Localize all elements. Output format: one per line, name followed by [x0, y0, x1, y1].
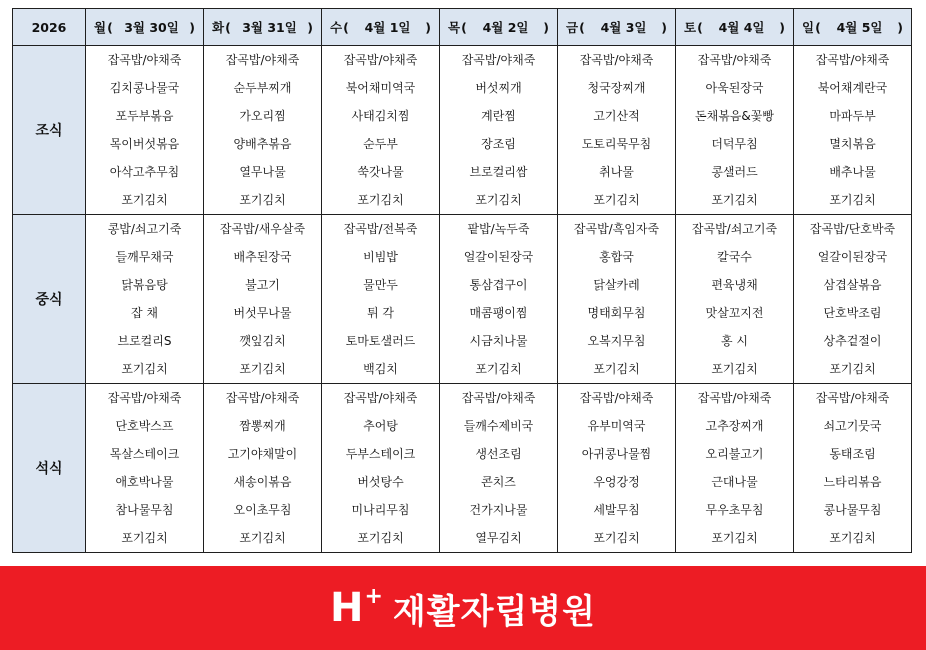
menu-item: 브로컬리쌈	[469, 165, 528, 179]
day-header-mon: 월( 3월 30일 )	[86, 9, 204, 46]
menu-item: 상추겉절이	[823, 334, 882, 348]
menu-item: 우엉강정	[593, 475, 640, 489]
menu-item: 도토리묵무침	[581, 137, 652, 151]
menu-item: 잡곡밥/야채죽	[579, 53, 654, 67]
menu-cell	[794, 46, 912, 215]
meal-label: 중식	[13, 215, 86, 384]
menu-cell	[558, 384, 676, 553]
menu-item: 목이버섯볶음	[109, 137, 180, 151]
menu-item: 포기김치	[239, 362, 286, 376]
menu-item: 쑥갓나물	[357, 165, 404, 179]
menu-item: 아삭고추무침	[109, 165, 180, 179]
menu-cell	[440, 384, 558, 553]
menu-item: 청국장찌개	[587, 81, 646, 95]
menu-item: 잡곡밥/새우살죽	[219, 222, 306, 236]
hospital-logo	[0, 566, 926, 650]
menu-item: 잡곡밥/야채죽	[461, 391, 536, 405]
menu-item: 포기김치	[711, 362, 758, 376]
menu-item: 느타리볶음	[823, 475, 882, 489]
menu-item: 배추된장국	[233, 250, 292, 264]
menu-item: 통삼겹구이	[469, 278, 528, 292]
menu-item: 배추나물	[829, 165, 876, 179]
menu-item: 아귀콩나물찜	[581, 447, 652, 461]
menu-cell	[204, 384, 322, 553]
menu-item: 잡곡밥/야채죽	[107, 391, 182, 405]
menu-item: 팥밥/녹두죽	[467, 222, 530, 236]
menu-list	[558, 384, 675, 552]
menu-item: 튀 각	[367, 306, 394, 320]
menu-item: 잡곡밥/야채죽	[697, 391, 772, 405]
menu-item: 닭볶음탕	[121, 278, 168, 292]
menu-item: 세발무침	[593, 503, 640, 517]
menu-item: 잡 채	[131, 306, 158, 320]
menu-item: 더덕무침	[711, 137, 758, 151]
menu-item: 잡곡밥/전복죽	[343, 222, 418, 236]
menu-list	[794, 46, 911, 214]
menu-cell	[86, 384, 204, 553]
menu-list	[86, 384, 203, 552]
menu-list	[676, 215, 793, 383]
menu-item: 포기김치	[239, 531, 286, 545]
menu-cell	[558, 215, 676, 384]
menu-item: 잡곡밥/야채죽	[107, 53, 182, 67]
menu-item: 백김치	[363, 362, 398, 376]
menu-item: 잡곡밥/야채죽	[461, 53, 536, 67]
menu-cell	[204, 46, 322, 215]
menu-item: 들깨무채국	[115, 250, 174, 264]
menu-list	[558, 46, 675, 214]
menu-item: 맛살꼬지전	[705, 306, 764, 320]
menu-item: 오이초무침	[233, 503, 292, 517]
menu-cell	[322, 46, 440, 215]
menu-item: 사태김치찜	[351, 109, 410, 123]
meal-row	[13, 46, 912, 215]
menu-item: 북어채계란국	[817, 81, 888, 95]
menu-item: 김치콩나물국	[109, 81, 180, 95]
menu-item: 계란찜	[481, 109, 516, 123]
menu-list	[558, 215, 675, 383]
menu-item: 삼겹살볶음	[823, 278, 882, 292]
menu-item: 추어탕	[363, 419, 398, 433]
menu-item: 건가지나물	[469, 503, 528, 517]
menu-item: 잡곡밥/야채죽	[343, 53, 418, 67]
menu-item: 잡곡밥/단호박죽	[809, 222, 896, 236]
menu-item: 열무나물	[239, 165, 286, 179]
menu-item: 들깨수제비국	[463, 419, 534, 433]
h-plus-icon: H +	[330, 584, 383, 631]
menu-cell	[794, 384, 912, 553]
menu-item: 참나물무침	[115, 503, 174, 517]
menu-list	[204, 384, 321, 552]
weekly-menu-table	[12, 8, 912, 553]
menu-item: 잡곡밥/야채죽	[225, 53, 300, 67]
menu-item: 근대나물	[711, 475, 758, 489]
menu-item: 양배추볶음	[233, 137, 292, 151]
menu-item: 버섯찌개	[475, 81, 522, 95]
menu-list	[676, 384, 793, 552]
menu-list	[86, 215, 203, 383]
menu-item: 잡곡밥/쇠고기죽	[691, 222, 778, 236]
day-header-fri: 금( 4월 3일 )	[558, 9, 676, 46]
year-cell: 2026	[13, 9, 86, 46]
menu-item: 잡곡밥/야채죽	[697, 53, 772, 67]
menu-item: 고추장찌개	[705, 419, 764, 433]
menu-item: 취나물	[599, 165, 634, 179]
menu-item: 얼갈이된장국	[817, 250, 888, 264]
menu-list	[440, 215, 557, 383]
menu-list	[204, 46, 321, 214]
meal-row	[13, 215, 912, 384]
menu-item: 열무김치	[475, 531, 522, 545]
menu-item: 브로컬리S	[117, 334, 172, 348]
menu-item: 애호박나물	[115, 475, 174, 489]
menu-item: 잡곡밥/야채죽	[343, 391, 418, 405]
menu-cell	[86, 215, 204, 384]
menu-cell	[440, 46, 558, 215]
header-row	[13, 9, 912, 46]
menu-item: 깻잎김치	[239, 334, 286, 348]
menu-item: 포기김치	[121, 362, 168, 376]
menu-item: 포기김치	[593, 531, 640, 545]
menu-item: 단호박조림	[823, 306, 882, 320]
menu-item: 홍 시	[721, 334, 748, 348]
meal-label: 조식	[13, 46, 86, 215]
menu-list	[322, 215, 439, 383]
menu-item: 포기김치	[475, 362, 522, 376]
menu-item: 콩나물무침	[823, 503, 882, 517]
menu-item: 포기김치	[239, 193, 286, 207]
menu-cell	[204, 215, 322, 384]
menu-item: 장조림	[481, 137, 516, 151]
menu-item: 포기김치	[711, 531, 758, 545]
menu-item: 칼국수	[717, 250, 752, 264]
menu-list	[204, 215, 321, 383]
menu-item: 콩밥/쇠고기죽	[107, 222, 182, 236]
day-header-sun: 일( 4월 5일 )	[794, 9, 912, 46]
menu-item: 동태조림	[829, 447, 876, 461]
meal-label: 석식	[13, 384, 86, 553]
menu-item: 북어채미역국	[345, 81, 416, 95]
menu-item: 잡곡밥/야채죽	[225, 391, 300, 405]
menu-item: 마파두부	[829, 109, 876, 123]
menu-cell	[440, 215, 558, 384]
menu-item: 닭살카레	[593, 278, 640, 292]
menu-list	[440, 46, 557, 214]
menu-item: 포기김치	[829, 531, 876, 545]
menu-item: 포기김치	[593, 193, 640, 207]
hospital-name: 재활자립병원	[392, 591, 596, 632]
menu-item: 고기야채말이	[227, 447, 298, 461]
day-header-thu: 목( 4월 2일 )	[440, 9, 558, 46]
menu-item: 돈채볶음&꽃빵	[695, 109, 774, 123]
menu-item: 생선조림	[475, 447, 522, 461]
menu-item: 포기김치	[829, 362, 876, 376]
menu-item: 무우초무침	[705, 503, 764, 517]
menu-item: 비빔밥	[363, 250, 398, 264]
menu-item: 토마토샐러드	[345, 334, 416, 348]
menu-item: 목살스테이크	[109, 447, 180, 461]
menu-item: 유부미역국	[587, 419, 646, 433]
menu-cell	[558, 46, 676, 215]
menu-list	[322, 46, 439, 214]
day-header-sat: 토( 4월 4일 )	[676, 9, 794, 46]
menu-item: 짬뽕찌개	[239, 419, 286, 433]
menu-item: 멸치볶음	[829, 137, 876, 151]
menu-item: 순두부	[363, 137, 398, 151]
menu-item: 불고기	[245, 278, 280, 292]
menu-item: 순두부찌개	[233, 81, 292, 95]
menu-item: 미나리무침	[351, 503, 410, 517]
menu-list	[676, 46, 793, 214]
menu-item: 고기산적	[593, 109, 640, 123]
menu-cell	[86, 46, 204, 215]
menu-list	[794, 215, 911, 383]
menu-cell	[322, 384, 440, 553]
menu-item: 잡곡밥/야채죽	[579, 391, 654, 405]
menu-item: 편육냉채	[711, 278, 758, 292]
menu-item: 포기김치	[357, 193, 404, 207]
menu-item: 매콤팽이찜	[469, 306, 528, 320]
menu-item: 명태회무침	[587, 306, 646, 320]
menu-item: 포기김치	[475, 193, 522, 207]
menu-item: 아욱된장국	[705, 81, 764, 95]
menu-item: 쇠고기뭇국	[823, 419, 882, 433]
day-header-wed: 수( 4월 1일 )	[322, 9, 440, 46]
menu-item: 물만두	[363, 278, 398, 292]
menu-list	[794, 384, 911, 552]
menu-item: 새송이볶음	[233, 475, 292, 489]
menu-cell	[322, 215, 440, 384]
menu-item: 시금치나물	[469, 334, 528, 348]
menu-item: 포기김치	[593, 362, 640, 376]
menu-item: 버섯무나물	[233, 306, 292, 320]
menu-item: 콘치즈	[481, 475, 516, 489]
menu-item: 잡곡밥/야채죽	[815, 391, 890, 405]
menu-item: 버섯탕수	[357, 475, 404, 489]
menu-cell	[794, 215, 912, 384]
menu-item: 잡곡밥/야채죽	[815, 53, 890, 67]
menu-item: 오리불고기	[705, 447, 764, 461]
menu-list	[86, 46, 203, 214]
menu-item: 홍합국	[599, 250, 634, 264]
menu-item: 오복지무침	[587, 334, 646, 348]
menu-item: 포기김치	[829, 193, 876, 207]
menu-item: 얼갈이된장국	[463, 250, 534, 264]
menu-item: 가오리찜	[239, 109, 286, 123]
meal-row	[13, 384, 912, 553]
menu-item: 포기김치	[121, 193, 168, 207]
menu-item: 잡곡밥/흑임자죽	[573, 222, 660, 236]
menu-item: 콩샐러드	[711, 165, 758, 179]
menu-list	[322, 384, 439, 552]
menu-item: 포두부볶음	[115, 109, 174, 123]
menu-item: 포기김치	[357, 531, 404, 545]
day-header-tue: 화( 3월 31일 )	[204, 9, 322, 46]
menu-cell	[676, 46, 794, 215]
menu-item: 두부스테이크	[345, 447, 416, 461]
menu-item: 포기김치	[711, 193, 758, 207]
menu-list	[440, 384, 557, 552]
menu-body	[13, 46, 912, 553]
menu-cell	[676, 215, 794, 384]
menu-item: 포기김치	[121, 531, 168, 545]
menu-item: 단호박스프	[115, 419, 174, 433]
menu-cell	[676, 384, 794, 553]
